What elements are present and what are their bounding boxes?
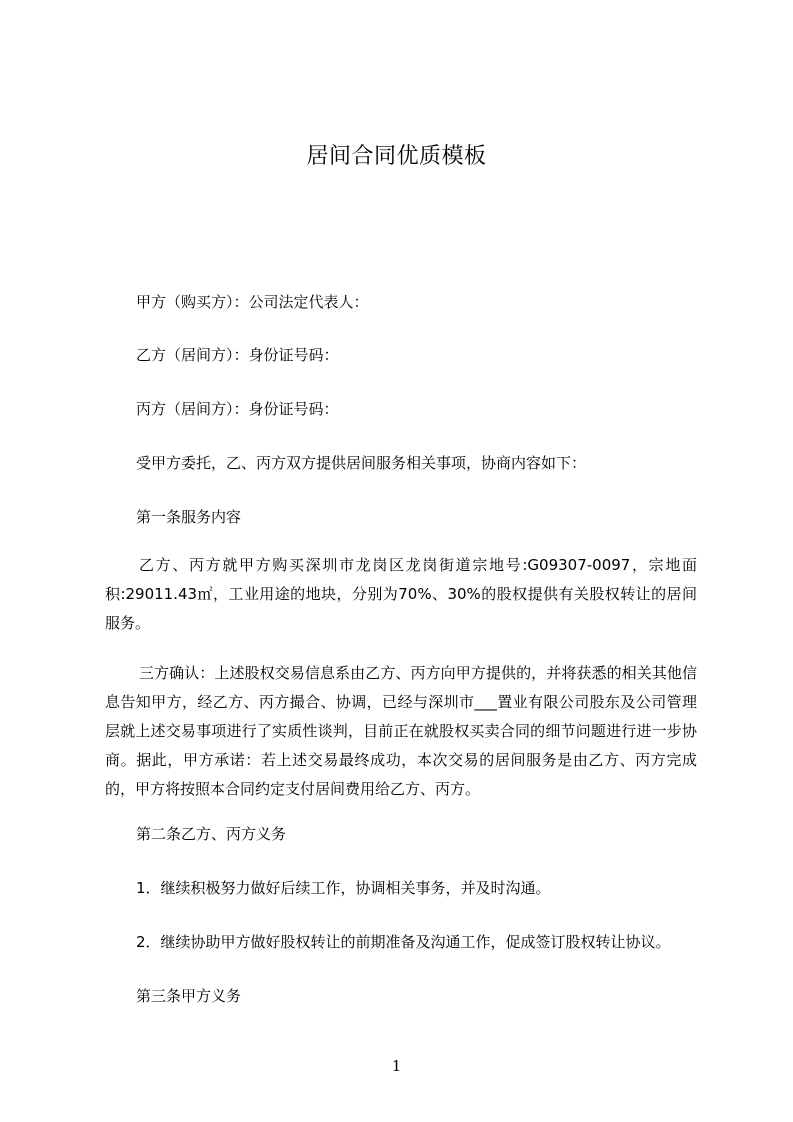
article-1-paragraph-1: 乙方、丙方就甲方购买深圳市龙岗区龙岗街道宗地号:G09307-0097，宗地面积:29011.43㎡，工业用途的地块，分别为70%、30%的股权提供有关股权转让的居间服务。 bbox=[105, 556, 697, 632]
article-2-heading: 第二条乙方、丙方义务 bbox=[136, 825, 287, 843]
page-number: 1 bbox=[391, 1057, 402, 1075]
article-3-heading: 第三条甲方义务 bbox=[136, 987, 242, 1005]
article-2-item-2: 2．继续协助甲方做好股权转让的前期准备及沟通工作，促成签订股权转让协议。 bbox=[136, 933, 671, 951]
intro-paragraph: 受甲方委托，乙、丙方双方提供居间服务相关事项，协商内容如下： bbox=[136, 454, 587, 472]
article-2-item-1: 1．继续积极努力做好后续工作，协调相关事务，并及时沟通。 bbox=[136, 879, 551, 897]
party-c-line: 丙方（居间方）：身份证号码： bbox=[136, 400, 339, 418]
article-1-paragraph-2: 三方确认：上述股权交易信息系由乙方、丙方向甲方提供的，并将获悉的相关其他信息告知甲方，经乙方、丙方撮合、协调，已经与深圳市___置业有限公司股东及公司管理层就上述交易事项进行了实质性谈判，目前正在就股权买卖合同的细节问题进行进一步协商。据此，甲方承诺：若上述交易最终成功，本次交易的居间服务是由乙方、丙方完成的，甲方将按照本合同约定支付居间费用给乙方、丙方。 bbox=[105, 664, 697, 798]
party-b-line: 乙方（居间方）：身份证号码： bbox=[136, 346, 339, 364]
party-a-line: 甲方（购买方）：公司法定代表人： bbox=[136, 293, 369, 311]
article-1-heading: 第一条服务内容 bbox=[136, 508, 242, 526]
document-title: 居间合同优质模板 bbox=[306, 144, 487, 169]
